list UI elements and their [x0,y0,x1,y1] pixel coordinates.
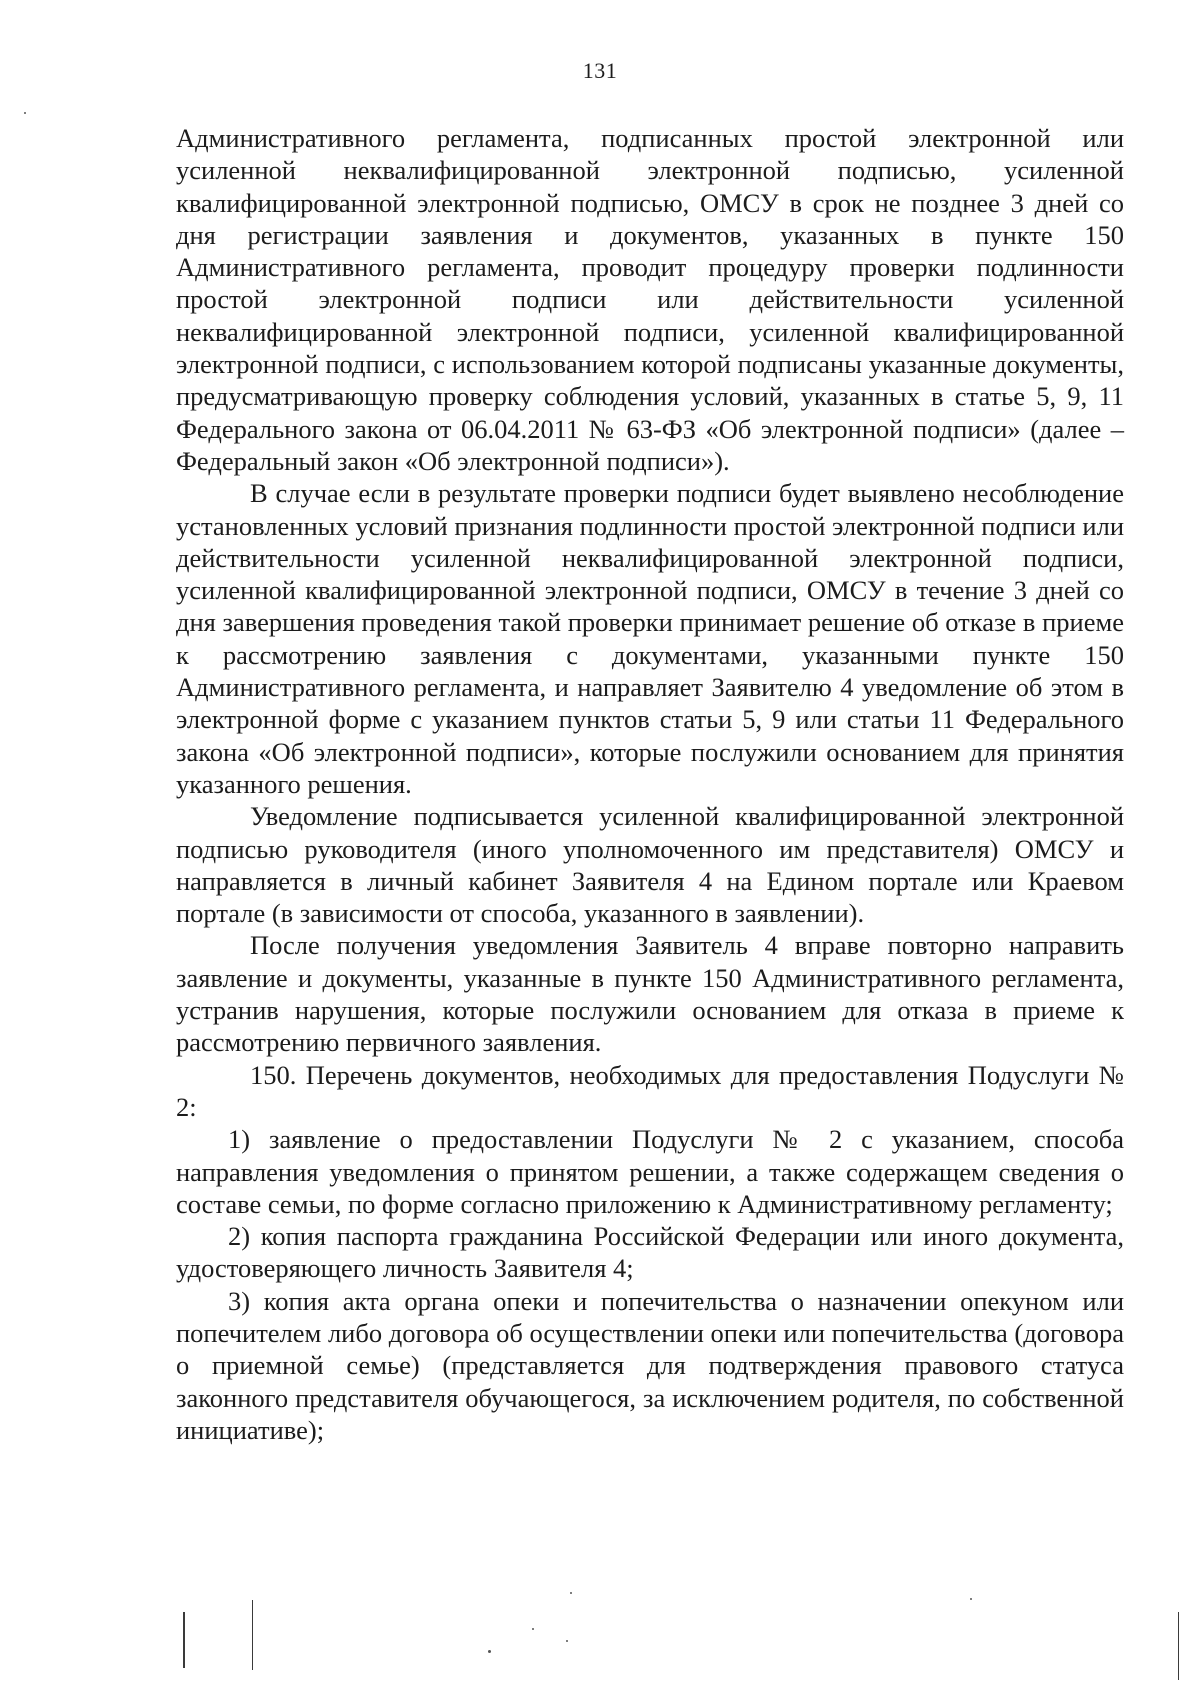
paragraph-continuation: Административного регламента, подписанных простой электронной или усиленной неквалифицированной электронной подписью, усиленной квалифицированной электронной подписью, ОМСУ в срок не позднее 3 дней со дня регистрации заявления и документов, указанных в пункте 150 Административного регламента, проводит процедуру проверки подлинности простой электронной подписи или действительности усиленной неквалифицированной электронной подписи, усиленной квалифицированной электронной подписи, с использованием которой подписаны указанные документы, предусматривающую проверку соблюдения условий, указанных в статье 5, 9, 11 Федерального закона от 06.04.2011 № 63-ФЗ «Об электронной подписи» (далее – Федеральный закон «Об электронной подписи»). [176,123,1124,476]
paragraph-notification-signing: Уведомление подписывается усиленной квалифицированной электронной подписью руководителя (иного уполномоченного им представителя) ОМСУ и направляется в личный кабинет Заявителя 4 на Едином портале или Краевом портале (в зависимости от способа, указанного в заявлении). [176,801,1124,929]
paragraph-item-150: 150. Перечень документов, необходимых для предоставления Подуслуги № 2: [176,1059,1124,1122]
scan-artifact-line [183,1612,185,1668]
scan-artifact-speck [566,1640,568,1642]
paragraph-resubmission: После получения уведомления Заявитель 4 вправе повторно направить заявление и документы, указанные в пункте 150 Административного регламента, устранив нарушения, которые послужили основанием для отказа в приеме к рассмотрению первичного заявления. [176,930,1124,1058]
scan-artifact-speck [488,1650,491,1653]
scan-artifact-speck [532,1628,534,1630]
scan-artifact-speck [24,112,26,114]
scan-artifact-speck [970,1598,972,1600]
list-item-1: 1) заявление о предоставлении Подуслуги № 2 с указанием, способа направления уведомления о принятом решении, а также содержащем сведения о составе семьи, по форме согласно приложению к Административному регламенту; [176,1124,1124,1219]
list-item-3: 3) копия акта органа опеки и попечительства о назначении опекуном или попечителем либо договора об осуществлении опеки или попечительства (договора о приемной семье) (представляется для подтверждения правового статуса законного представителя обучающегося, за исключением родителя, по собственной инициативе); [176,1285,1125,1445]
document-body [176,122,1124,1446]
scan-artifact-line [1178,1612,1179,1680]
page-number: 131 [582,58,618,83]
list-item-2: 2) копия паспорта гражданина Российской Федерации или иного документа, удостоверяющего личность Заявителя 4; [176,1221,1124,1284]
scan-artifact-line [252,1600,253,1670]
scan-artifact-speck [570,1592,572,1594]
paragraph-signature-check-failure: В случае если в результате проверки подписи будет выявлено несоблюдение установленных условий признания подлинности простой электронной подписи или действительности усиленной неквалифицированной электронной подписи, усиленной квалифицированной электронной подписи, ОМСУ в течение 3 дней со дня завершения проведения такой проверки принимает решение об отказе в приеме к рассмотрению заявления с документами, указанными пункте 150 Административного регламента, и направляет Заявителю 4 уведомление об этом в электронной форме с указанием пунктов статьи 5, 9 или статьи 11 Федерального закона «Об электронной подписи», которые послужили основанием для принятия указанного решения. [176,478,1124,799]
